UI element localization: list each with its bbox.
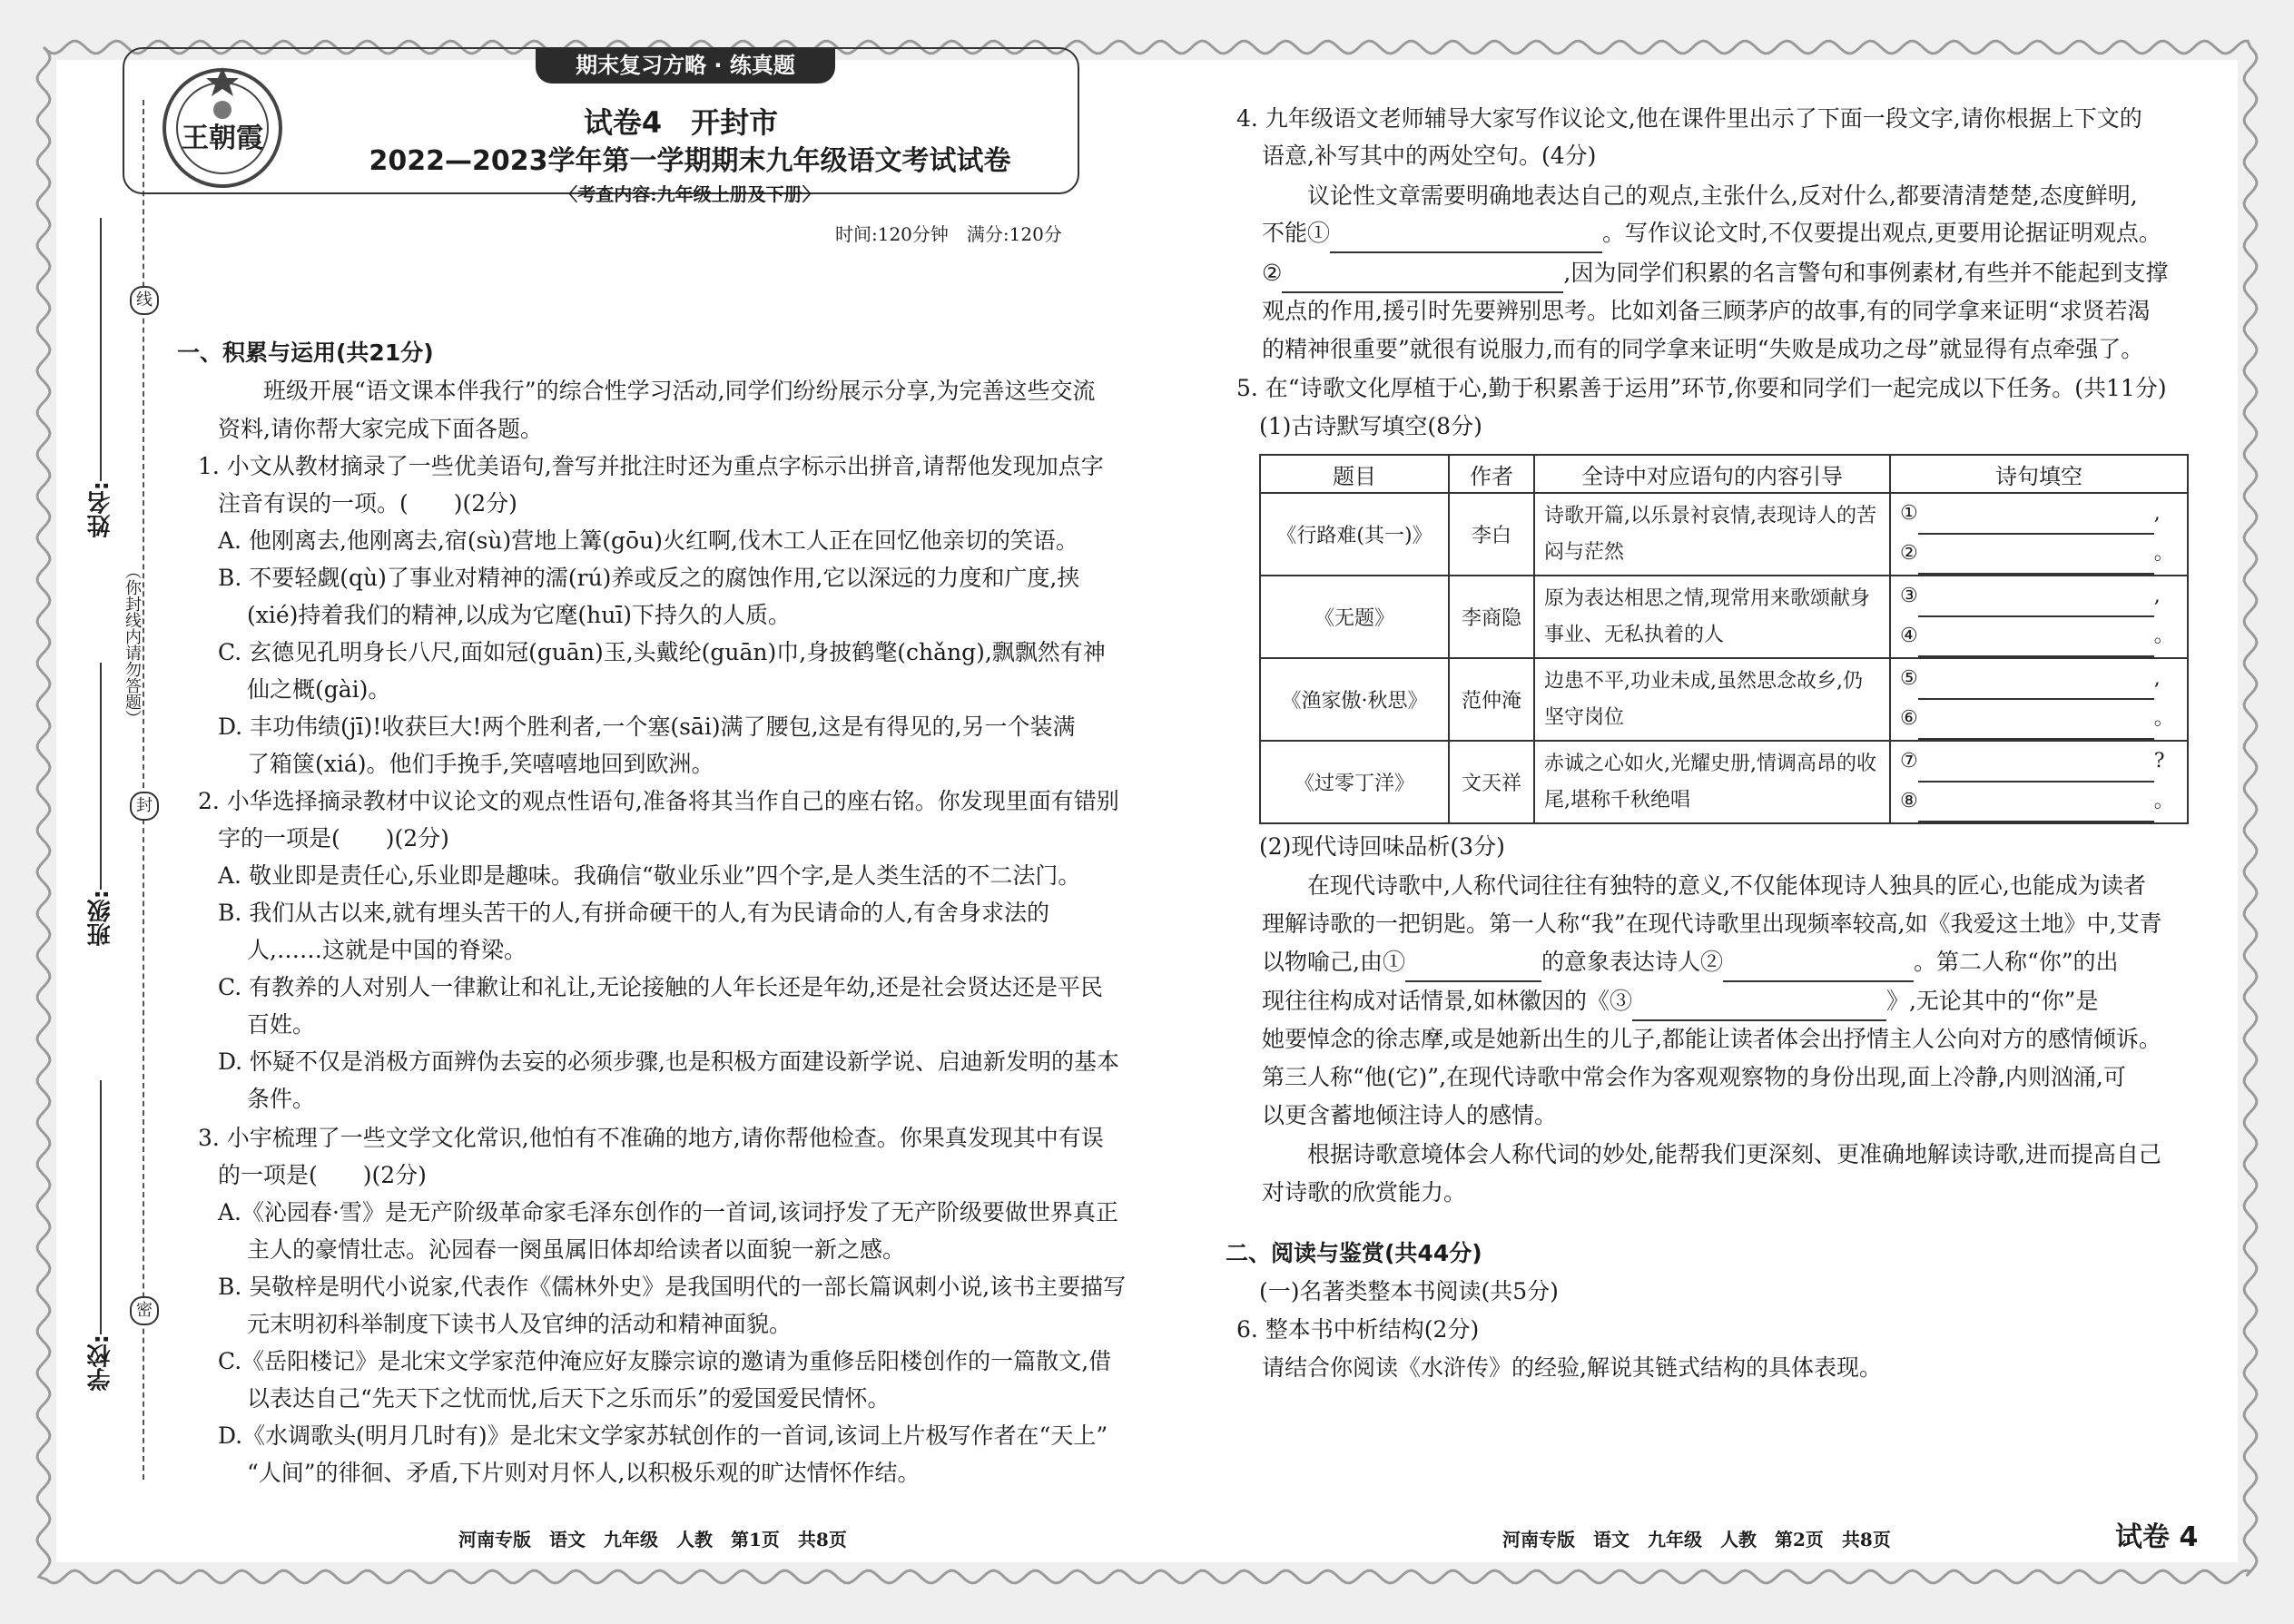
time-score: 时间:120分钟 满分:120分 bbox=[835, 223, 1062, 245]
poem-fill-table bbox=[1259, 454, 2189, 824]
q1-option-b-1: B. 不要轻觑(qù)了事业对精神的濡(rú)养或反之的腐蚀作用,它以深远的力度和广度,挟 bbox=[218, 565, 1080, 591]
q4-passage-2 bbox=[1262, 214, 2161, 253]
q3-option-d-1: D.《水调歌头(明月几时有)》是北宋文学家苏轼创作的一首词,该词上片极写作者在“天上” bbox=[218, 1422, 1108, 1449]
fill-number: ① bbox=[1900, 501, 1918, 525]
paper-number: 试卷4 开封市 bbox=[583, 105, 779, 140]
poem-author: 范仲淹 bbox=[1449, 658, 1534, 741]
seal-mark-secret: 密 bbox=[130, 1296, 159, 1325]
q4-passage-5: 的精神很重要”就很有说服力,而有的同学拿来证明“失败是成功之母”就显得有点牵强了。 bbox=[1262, 336, 2144, 362]
logo-text: 王朝霞 bbox=[182, 123, 263, 154]
q2-option-c-1: C. 有教养的人对别人一律歉让和礼让,无论接触的人年长还是年幼,还是社会贤达还是平民 bbox=[218, 974, 1104, 1000]
q2-option-a: A. 敬业即是责任心,乐业即是趣味。我确信“敬业乐业”四个字,是人类生活的不二法门。 bbox=[218, 862, 1081, 889]
q4-passage-3-rest: ,因为同学们积累的名言警句和事例素材,有些并不能起到支撑 bbox=[1563, 260, 2169, 286]
col-header-guide: 全诗中对应语句的内容引导 bbox=[1534, 455, 1890, 493]
q5-passage-4b: 》,无论其中的“你”是 bbox=[1885, 988, 2099, 1014]
poem-author: 李白 bbox=[1449, 493, 1534, 576]
q2-stem-2: 字的一项是( )(2分) bbox=[218, 825, 449, 851]
q4-blank-2[interactable] bbox=[1282, 254, 1563, 293]
poem-title: 《无题》 bbox=[1260, 576, 1449, 658]
fill-punct: 。 bbox=[2153, 706, 2174, 730]
section-2-heading: 二、阅读与鉴赏(共44分) bbox=[1226, 1240, 1482, 1266]
q3-option-b-2: 元末明初科举制度下读书人及官绅的活动和精神面貌。 bbox=[247, 1311, 793, 1337]
q5-passage-7: 以更含蓄地倾注诗人的感情。 bbox=[1262, 1102, 1558, 1128]
q4-passage-3 bbox=[1262, 254, 2168, 293]
q4-passage-1: 议论性文章需要明确地表达自己的观点,主张什么,反对什么,都要清清楚楚,态度鲜明, bbox=[1307, 182, 2138, 209]
q2-option-b-2: 人,……这就是中国的脊梁。 bbox=[247, 937, 527, 963]
fill-blank-7[interactable] bbox=[1918, 743, 2154, 782]
q2-option-c-2: 百姓。 bbox=[247, 1011, 316, 1038]
q3-stem-2: 的一项是( )(2分) bbox=[218, 1162, 427, 1188]
fill-punct: 。 bbox=[2153, 789, 2174, 812]
q5-passage-9: 对诗歌的欣赏能力。 bbox=[1262, 1179, 1467, 1206]
name-field-line bbox=[100, 218, 102, 481]
q6-prompt: 请结合你阅读《水浒传》的经验,解说其链式结构的具体表现。 bbox=[1262, 1354, 1882, 1381]
poem-fill-cell bbox=[1890, 493, 2188, 576]
fill-blank-2[interactable] bbox=[1918, 535, 2154, 575]
paper-tag: 试卷 4 bbox=[2115, 1521, 2199, 1553]
q5-passage-3 bbox=[1262, 943, 2119, 982]
q4-blank-1[interactable] bbox=[1330, 214, 1602, 253]
poem-author: 李商隐 bbox=[1449, 576, 1534, 658]
q1-option-d-1: D. 丰功伟绩(jī)!收获巨大!两个胜利者,一个塞(sāi)满了腰包,这是有得见的,另一个装满 bbox=[218, 714, 1076, 740]
table-header-row bbox=[1260, 455, 2188, 493]
q3-stem-1: 3. 小宇梳理了一些文学文化常识,他怕有不准确的地方,请你帮他检查。你果真发现其中有误 bbox=[198, 1125, 1104, 1151]
fill-punct: , bbox=[2153, 501, 2161, 525]
fill-punct: , bbox=[2153, 584, 2161, 607]
section-1-heading: 一、积累与运用(共21分) bbox=[177, 340, 434, 366]
q4-passage-4: 观点的作用,援引时先要辨别思考。比如刘备三顾茅庐的故事,有的同学拿来证明“求贤若渴 bbox=[1262, 298, 2151, 324]
poem-fill-cell bbox=[1890, 741, 2188, 823]
q1-option-a: A. 他刚离去,他刚离去,宿(sù)营地上篝(gōu)火红啊,伐木工人正在回忆他亲切的笑语。 bbox=[218, 527, 1078, 554]
publisher-logo bbox=[154, 60, 290, 196]
fill-number: ⑤ bbox=[1900, 666, 1918, 690]
exam-scope: 〈考查内容:九年级上册及下册〉 bbox=[559, 183, 821, 205]
fill-blank-3[interactable] bbox=[1918, 577, 2154, 617]
poem-title: 《行路难(其一)》 bbox=[1260, 493, 1449, 576]
q2-option-b-1: B. 我们从古以来,就有埋头苦干的人,有拼命硬干的人,有为民请命的人,有舍身求法的 bbox=[218, 900, 1050, 926]
fill-number: ④ bbox=[1900, 624, 1918, 647]
q4-passage-2-rest: 。写作议论文时,不仅要提出观点,更要用论据证明观点。 bbox=[1602, 220, 2161, 246]
intro-line-1: 班级开展“语文课本伴我行”的综合性学习活动,同学们纷纷展示分享,为完善这些交流 bbox=[263, 378, 1096, 404]
q4-stem-1: 4. 九年级语文老师辅导大家写作议论文,他在课件里出示了下面一段文字,请你根据上下文的 bbox=[1236, 105, 2142, 132]
q5-passage-4a: 现往往构成对话情景,如林徽因的《③ bbox=[1262, 988, 1632, 1014]
school-field-line bbox=[100, 1080, 102, 1334]
q5-passage-4 bbox=[1262, 982, 2098, 1021]
q3-option-a-2: 主人的豪情壮志。沁园春一阕虽属旧体却给读者以面貌一新之感。 bbox=[247, 1236, 906, 1263]
fill-blank-5[interactable] bbox=[1918, 660, 2154, 700]
q1-option-c-2: 仙之概(gài)。 bbox=[247, 676, 391, 703]
seal-mark-line: 线 bbox=[130, 286, 159, 315]
table-row bbox=[1260, 576, 2188, 658]
q5-sub-2: (2)现代诗回味品析(3分) bbox=[1259, 833, 1505, 860]
poem-fill-cell bbox=[1890, 576, 2188, 658]
q5-passage-1: 在现代诗歌中,人称代词往往有独特的意义,不仅能体现诗人独具的匠心,也能成为读者 bbox=[1307, 872, 2146, 899]
fill-punct: 。 bbox=[2153, 541, 2174, 565]
q5-blank-1[interactable] bbox=[1405, 943, 1541, 982]
q3-option-c-2: 以表达自己“先天下之忧而忧,后天下之乐而乐”的爱国爱民情怀。 bbox=[247, 1385, 891, 1412]
q4-stem-2: 语意,补写其中的两处空句。(4分) bbox=[1262, 143, 1597, 169]
q2-option-d-2: 条件。 bbox=[247, 1086, 316, 1112]
poem-guide: 原为表达相思之情,现常用来歌颂献身事业、无私执着的人 bbox=[1534, 576, 1890, 658]
fill-punct: , bbox=[2153, 666, 2161, 690]
fill-number: ⑥ bbox=[1900, 706, 1918, 730]
name-label: 姓名: bbox=[87, 481, 114, 538]
q5-stem: 5. 在“诗歌文化厚植于心,勤于积累善于运用”环节,你要和同学们一起完成以下任务。(共11分) bbox=[1236, 375, 2167, 401]
blank-2-label: ② bbox=[1262, 260, 1283, 286]
intro-line-2: 资料,请你帮大家完成下面各题。 bbox=[218, 416, 543, 442]
fill-punct: 。 bbox=[2153, 624, 2174, 647]
fill-number: ③ bbox=[1900, 584, 1918, 607]
q5-passage-5: 她要悼念的徐志摩,或是她新出生的儿子,都能让读者体会出抒情主人公向对方的感情倾诉。 bbox=[1262, 1026, 2161, 1052]
q1-option-c-1: C. 玄德见孔明身长八尺,面如冠(guān)玉,头戴纶(guān)巾,身披鹤氅(chǎng),飘飘然有神 bbox=[218, 639, 1106, 665]
q5-blank-2[interactable] bbox=[1723, 943, 1914, 982]
fill-blank-1[interactable] bbox=[1918, 495, 2154, 535]
q5-passage-6: 第三人称“他(它)”,在现代诗歌中常会作为客观观察物的身份出现,面上冷静,内则汹涌,可 bbox=[1262, 1064, 2126, 1090]
fill-blank-4[interactable] bbox=[1918, 617, 2154, 657]
paper-title: 2022—2023学年第一学期期末九年级语文考试试卷 bbox=[369, 145, 1011, 177]
fill-blank-6[interactable] bbox=[1918, 700, 2154, 740]
q5-sub-1: (1)古诗默写填空(8分) bbox=[1259, 413, 1482, 439]
poem-author: 文天祥 bbox=[1449, 741, 1534, 823]
poem-title: 《过零丁洋》 bbox=[1260, 741, 1449, 823]
q5-passage-2: 理解诗歌的一把钥匙。第一人称“我”在现代诗歌里出现频率较高,如《我爱这土地》中,艾青 bbox=[1262, 910, 2162, 937]
col-header-title: 题目 bbox=[1260, 455, 1449, 493]
poem-guide: 赤诚之心如火,光耀史册,情调高昂的收尾,堪称千秋绝唱 bbox=[1534, 741, 1890, 823]
q6-stem: 6. 整本书中析结构(2分) bbox=[1236, 1316, 1480, 1343]
header-banner: 期末复习方略 · 练真题 bbox=[536, 47, 835, 84]
seal-mark-seal: 封 bbox=[130, 792, 159, 821]
q5-passage-3a: 以物喻己,由① bbox=[1262, 949, 1405, 975]
q1-option-b-2: (xié)持着我们的精神,以成为它麾(huī)下持久的人质。 bbox=[247, 602, 792, 628]
q5-blank-3[interactable] bbox=[1632, 982, 1886, 1021]
q3-option-d-2: “人间”的徘徊、矛盾,下片则对月怀人,以积极乐观的旷达情怀作结。 bbox=[247, 1460, 921, 1486]
fill-number: ⑧ bbox=[1900, 789, 1918, 812]
poem-fill-cell bbox=[1890, 658, 2188, 741]
blank-1-label: 不能① bbox=[1262, 220, 1331, 246]
col-header-author: 作者 bbox=[1449, 455, 1534, 493]
q3-option-c-1: C.《岳阳楼记》是北宋文学家范仲淹应好友滕宗谅的邀请为重修岳阳楼创作的一篇散文,借 bbox=[218, 1348, 1112, 1374]
class-field-line bbox=[100, 663, 102, 890]
school-label: 学校: bbox=[87, 1334, 114, 1392]
q3-option-a-1: A.《沁园春·雪》是无产阶级革命家毛泽东创作的一首词,该词抒发了无产阶级要做世界真正 bbox=[218, 1199, 1118, 1225]
q3-option-b-1: B. 吴敬梓是明代小说家,代表作《儒林外史》是我国明代的一部长篇讽刺小说,该书主要描写 bbox=[218, 1274, 1127, 1300]
col-header-fill: 诗句填空 bbox=[1890, 455, 2188, 493]
fill-punct: ? bbox=[2153, 749, 2165, 773]
poem-title: 《渔家傲·秋思》 bbox=[1260, 658, 1449, 741]
fill-blank-8[interactable] bbox=[1918, 782, 2154, 822]
table-row bbox=[1260, 493, 2188, 576]
q1-stem-1: 1. 小文从教材摘录了一些优美语句,誊写并批注时还为重点字标示出拼音,请帮他发现加点字 bbox=[198, 453, 1104, 479]
q5-passage-8: 根据诗歌意境体会人称代词的妙处,能帮我们更深刻、更准确地解读诗歌,进而提高自己 bbox=[1307, 1141, 2161, 1167]
q2-stem-1: 2. 小华选择摘录教材中议论文的观点性语句,准备将其当作自己的座右铭。你发现里面有错别 bbox=[198, 788, 1119, 814]
poem-guide: 边患不平,功业未成,虽然思念故乡,仍坚守岗位 bbox=[1534, 658, 1890, 741]
fill-number: ② bbox=[1900, 541, 1918, 565]
q5-passage-3b: 的意象表达诗人② bbox=[1541, 949, 1723, 975]
q2-option-d-1: D. 怀疑不仅是消极方面辨伪去妄的必须步骤,也是积极方面建设新学说、启迪新发明的基本 bbox=[218, 1048, 1119, 1075]
class-label: 班级: bbox=[87, 890, 114, 947]
q1-option-d-2: 了箱箧(xiá)。他们手挽手,笑嘻嘻地回到欧洲。 bbox=[247, 751, 714, 777]
fill-number: ⑦ bbox=[1900, 749, 1918, 773]
q1-stem-2: 注音有误的一项。( )(2分) bbox=[218, 490, 517, 517]
left-page-footer: 河南专版 语文 九年级 人教 第1页 共8页 bbox=[458, 1529, 847, 1550]
table-row bbox=[1260, 658, 2188, 741]
right-page-footer: 河南专版 语文 九年级 人教 第2页 共8页 bbox=[1502, 1529, 1891, 1550]
part-1-heading: (一)名著类整本书阅读(共5分) bbox=[1259, 1278, 1559, 1304]
no-answer-notice: （你封线内请勿答题） bbox=[123, 563, 142, 726]
table-row bbox=[1260, 741, 2188, 823]
poem-guide: 诗歌开篇,以乐景衬哀情,表现诗人的苦闷与茫然 bbox=[1534, 493, 1890, 576]
q5-passage-3c: 。第二人称“你”的出 bbox=[1913, 949, 2119, 975]
